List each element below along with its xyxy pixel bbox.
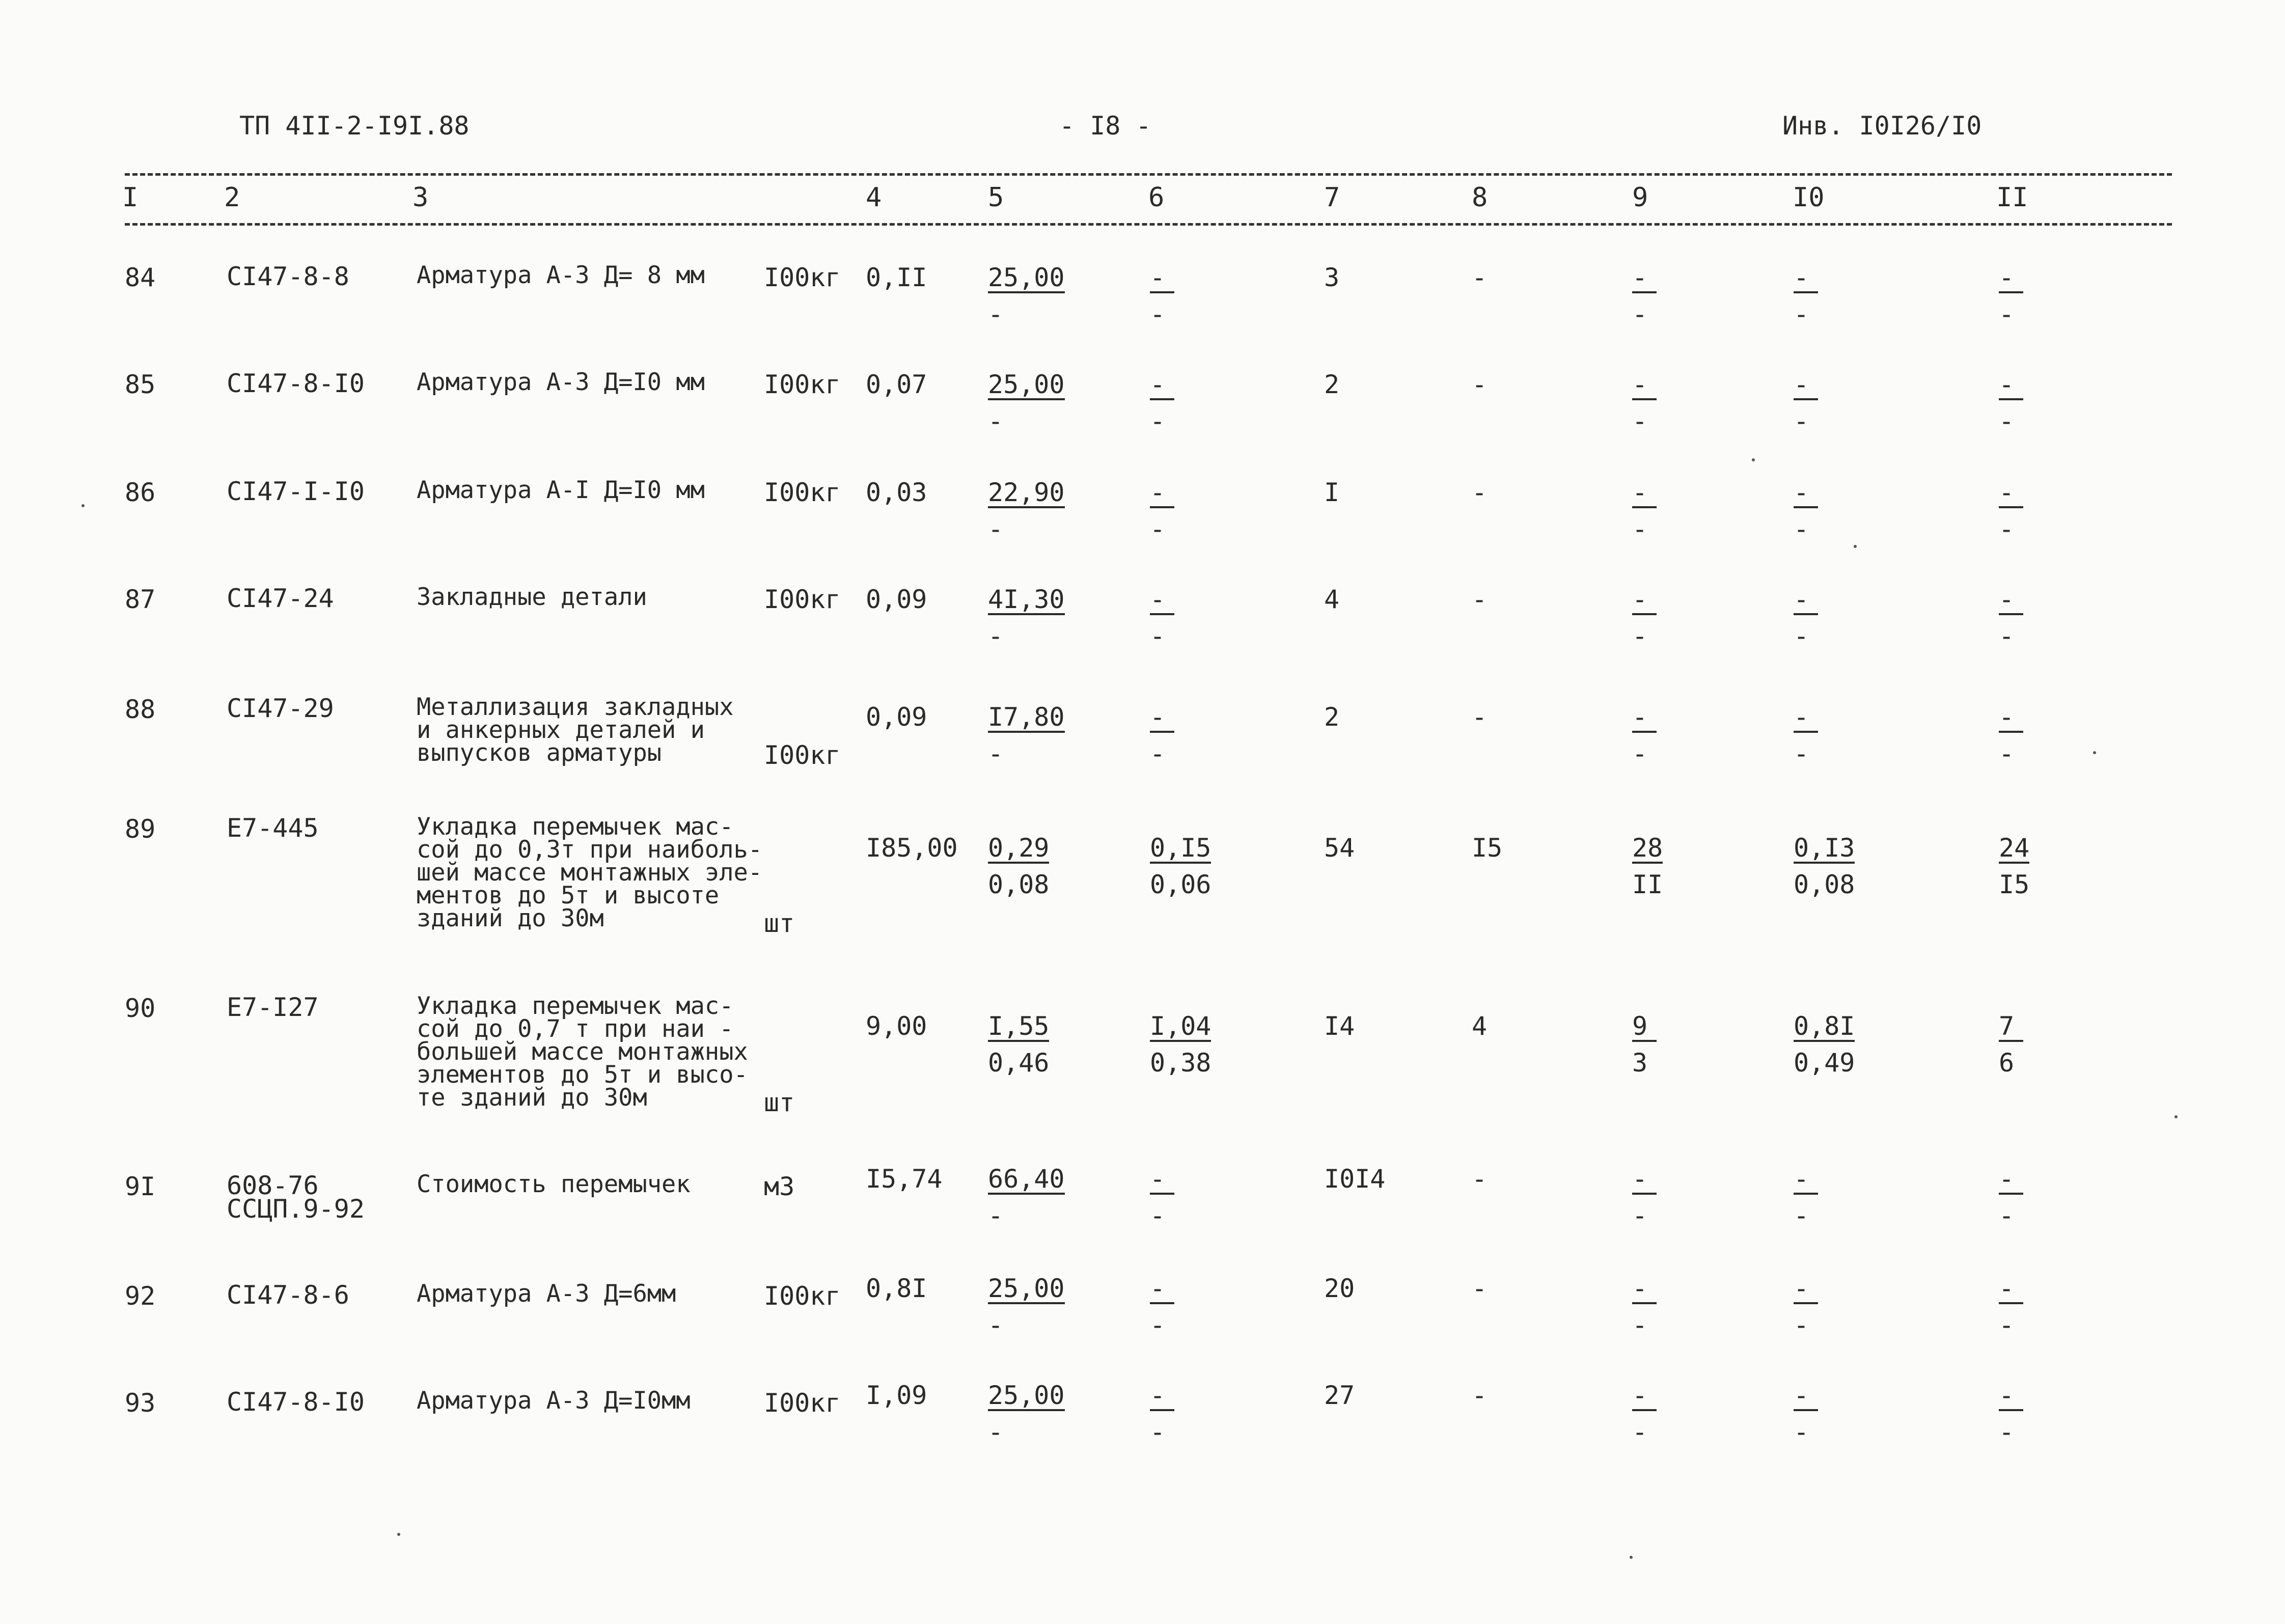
col5-value-numerator: 25,00 — [988, 370, 1065, 399]
unit: I00кг — [764, 1281, 841, 1311]
col10-value — [1794, 265, 1818, 327]
col10-value — [1794, 1276, 1818, 1338]
column-header: 5 — [988, 182, 1004, 213]
col10-value-denominator: - — [1794, 299, 1809, 329]
column-header: 9 — [1632, 182, 1648, 213]
col7-value: 27 — [1324, 1381, 1355, 1410]
col5-value-numerator: 4I,30 — [988, 585, 1065, 614]
column-header: I — [122, 182, 139, 213]
row-number: 90 — [125, 994, 156, 1023]
col6-value-denominator: - — [1150, 1201, 1166, 1230]
col5-value-denominator: 0,46 — [988, 1048, 1050, 1078]
col11-value-numerator: - — [1999, 372, 2023, 400]
col9-value-denominator: - — [1632, 739, 1648, 768]
col9-value-denominator: - — [1632, 514, 1648, 544]
col9-value-denominator: - — [1632, 1417, 1648, 1447]
col11-value-denominator: - — [1999, 739, 2015, 768]
work-description: Арматура А-I Д=I0 мм — [417, 476, 705, 504]
column-header: II — [1996, 182, 2028, 213]
col5-value-numerator: 22,90 — [988, 478, 1065, 507]
col10-value — [1794, 1166, 1818, 1228]
col5-value-denominator: - — [988, 621, 1004, 651]
col7-value: 4 — [1324, 585, 1340, 614]
resource-code: E7-I27 — [227, 993, 319, 1022]
page-number: - I8 - — [1059, 111, 1151, 141]
row-number: 89 — [125, 814, 156, 844]
col6-value-numerator: - — [1150, 1166, 1174, 1195]
work-description: Стоимость перемычек — [417, 1170, 691, 1198]
row-number: 93 — [125, 1388, 156, 1418]
col9-value — [1632, 265, 1657, 327]
col5-value-numerator: 0,29 — [988, 833, 1050, 863]
col10-value — [1794, 372, 1818, 434]
work-description: Закладные детали — [417, 583, 647, 611]
col10-value — [1794, 480, 1818, 542]
unit: шт — [764, 1088, 795, 1117]
column-header: I0 — [1793, 182, 1825, 213]
col6-value-numerator: - — [1150, 265, 1174, 293]
scan-speck — [2174, 1115, 2178, 1118]
col6-value-numerator: - — [1150, 704, 1174, 733]
col10-value-numerator: - — [1794, 704, 1818, 733]
col5-value-denominator: - — [988, 1201, 1004, 1230]
work-description: Арматура А-3 Д= 8 мм — [417, 261, 705, 289]
col6-value — [1150, 1383, 1174, 1445]
col5-value-denominator: - — [988, 514, 1004, 544]
col10-value — [1794, 587, 1818, 649]
col8-value: - — [1472, 263, 1488, 292]
col6-value-denominator: - — [1150, 1417, 1166, 1447]
quantity: 0,8I — [866, 1274, 927, 1303]
col9-value-numerator: - — [1632, 1383, 1657, 1411]
col9-value-denominator: - — [1632, 406, 1648, 436]
col9-value-denominator: II — [1632, 870, 1663, 899]
col9-value-numerator: - — [1632, 704, 1657, 733]
col5-value — [988, 1166, 1065, 1228]
col9-value-numerator: 28 — [1632, 833, 1663, 863]
col6-value-numerator: - — [1150, 480, 1174, 508]
work-description: Арматура А-3 Д=I0 мм — [417, 368, 705, 396]
resource-code: CI47-8-I0 — [227, 369, 365, 398]
col9-value-denominator: - — [1632, 1310, 1648, 1340]
col9-value — [1632, 587, 1657, 649]
column-header: 7 — [1324, 182, 1340, 213]
col5-value-denominator: - — [988, 406, 1004, 436]
col6-value — [1150, 265, 1174, 327]
col9-value-denominator: 3 — [1632, 1048, 1648, 1078]
col6-value-numerator: - — [1150, 587, 1174, 615]
col11-value-denominator: - — [1999, 299, 2015, 329]
col11-value-numerator: - — [1999, 587, 2023, 615]
col6-value-numerator: 0,I5 — [1150, 833, 1212, 863]
work-description: Арматура А-3 Д=I0мм — [417, 1387, 691, 1415]
col11-value-denominator: - — [1999, 1201, 2015, 1230]
col11-value — [1999, 265, 2023, 327]
col8-value: - — [1472, 585, 1488, 614]
resource-code: CI47-29 — [227, 694, 334, 723]
column-header: 4 — [866, 182, 882, 213]
col10-value — [1794, 704, 1818, 766]
resource-code: CI47-8-8 — [227, 262, 349, 291]
col7-value: 2 — [1324, 702, 1340, 732]
col10-value-denominator: - — [1794, 1417, 1809, 1447]
col5-value — [988, 587, 1065, 649]
col8-value: - — [1472, 1274, 1488, 1303]
col5-value — [988, 372, 1065, 434]
col9-value-numerator: - — [1632, 1276, 1657, 1304]
col7-value: 20 — [1324, 1274, 1355, 1303]
col11-value-numerator: - — [1999, 480, 2023, 508]
col5-value — [988, 265, 1065, 327]
col10-value-numerator: - — [1794, 587, 1818, 615]
col11-value — [1999, 835, 2029, 897]
unit: I00кг — [764, 263, 841, 292]
col10-value-denominator: - — [1794, 1310, 1809, 1340]
col10-value-denominator: - — [1794, 1201, 1809, 1230]
col11-value-numerator: - — [1999, 704, 2023, 733]
col6-value-denominator: - — [1150, 739, 1166, 768]
col9-value — [1632, 480, 1657, 542]
row-number: 84 — [125, 263, 156, 292]
col9-value — [1632, 704, 1657, 766]
col10-value-numerator: - — [1794, 480, 1818, 508]
unit: I00кг — [764, 478, 841, 507]
col10-value — [1794, 1013, 1855, 1076]
col11-value — [1999, 1013, 2023, 1076]
col9-value-numerator: - — [1632, 265, 1657, 293]
col5-value-numerator: 25,00 — [988, 1274, 1065, 1303]
col5-value-numerator: 66,40 — [988, 1164, 1065, 1194]
col9-value-denominator: - — [1632, 1201, 1648, 1230]
col11-value-numerator: - — [1999, 265, 2023, 293]
col6-value — [1150, 480, 1174, 542]
col11-value — [1999, 372, 2023, 434]
unit: I00кг — [764, 585, 841, 614]
quantity: 9,00 — [866, 1011, 927, 1041]
scan-speck — [81, 504, 85, 507]
col11-value — [1999, 1276, 2023, 1338]
col8-value: 4 — [1472, 1011, 1488, 1041]
col11-value-numerator: 24 — [1999, 833, 2030, 863]
col10-value-denominator: - — [1794, 514, 1809, 544]
quantity: 0,03 — [866, 478, 927, 507]
column-header: 2 — [224, 182, 240, 213]
col10-value-denominator: - — [1794, 621, 1809, 651]
col9-value-numerator: - — [1632, 372, 1657, 400]
col6-value-denominator: - — [1150, 299, 1166, 329]
row-number: 88 — [125, 695, 156, 724]
quantity: 0,07 — [866, 370, 927, 399]
col8-value: - — [1472, 702, 1488, 732]
col5-value-denominator: - — [988, 739, 1004, 768]
col6-value-numerator: - — [1150, 1383, 1174, 1411]
col6-value — [1150, 1013, 1211, 1076]
col10-value-numerator: - — [1794, 372, 1818, 400]
col9-value — [1632, 1383, 1657, 1445]
col7-value: 3 — [1324, 263, 1340, 292]
col6-value-denominator: 0,38 — [1150, 1048, 1212, 1078]
column-header: 8 — [1472, 182, 1488, 213]
scan-speck — [397, 1533, 400, 1536]
column-header: 3 — [412, 182, 429, 213]
col6-value — [1150, 1166, 1174, 1228]
col9-value-numerator: - — [1632, 480, 1657, 508]
quantity: I85,00 — [866, 833, 958, 863]
col5-value-denominator: 0,08 — [988, 870, 1050, 899]
col7-value: I — [1324, 478, 1340, 507]
row-number: 86 — [125, 478, 156, 507]
quantity: 0,II — [866, 263, 927, 292]
col10-value-denominator: 0,08 — [1794, 870, 1855, 899]
col8-value: - — [1472, 478, 1488, 507]
row-number: 9I — [125, 1172, 156, 1201]
col6-value-numerator: I,04 — [1150, 1011, 1212, 1041]
col6-value-numerator: - — [1150, 1276, 1174, 1304]
work-description: Укладка перемычек мас- сой до 0,3т при наиболь- шей массе монтажных эле- ментов до 5т и высоте зданий до 30м — [417, 813, 763, 932]
col8-value: I5 — [1472, 833, 1503, 863]
col6-value — [1150, 704, 1174, 766]
unit: шт — [764, 909, 795, 938]
col10-value-numerator: 0,8I — [1794, 1011, 1855, 1041]
quantity: I,09 — [866, 1381, 927, 1410]
col11-value-denominator: - — [1999, 1417, 2015, 1447]
scan-speck — [1854, 545, 1857, 548]
col11-value-denominator: - — [1999, 406, 2015, 436]
row-number: 87 — [125, 585, 156, 614]
unit: I00кг — [764, 1388, 841, 1418]
scan-speck — [2093, 751, 2096, 754]
unit: м3 — [764, 1172, 795, 1201]
resource-code: CI47-8-6 — [227, 1280, 349, 1310]
col6-value-denominator: - — [1150, 1310, 1166, 1340]
col6-value — [1150, 1276, 1174, 1338]
col6-value-denominator: - — [1150, 514, 1166, 544]
col5-value-denominator: - — [988, 1310, 1004, 1340]
col11-value-numerator: - — [1999, 1276, 2023, 1304]
col9-value-numerator: 9 — [1632, 1013, 1657, 1042]
row-number: 85 — [125, 370, 156, 399]
col11-value-numerator: 7 — [1999, 1013, 2023, 1042]
quantity: 0,09 — [866, 585, 927, 614]
col10-value-numerator: 0,I3 — [1794, 833, 1855, 863]
work-description: Металлизация закладных и анкерных деталей и выпусков арматуры — [417, 693, 734, 767]
resource-code: CI47-I-I0 — [227, 477, 365, 506]
col10-value-denominator: - — [1794, 406, 1809, 436]
col7-value: 54 — [1324, 833, 1355, 863]
scan-speck — [1752, 458, 1755, 461]
col7-value: 2 — [1324, 370, 1340, 399]
quantity: I5,74 — [866, 1164, 943, 1194]
work-description: Укладка перемычек мас- сой до 0,7 т при наи - большей массе монтажных элементов до 5т и высо- те зданий до 30м — [417, 992, 748, 1112]
col6-value-denominator: - — [1150, 406, 1166, 436]
col8-value: - — [1472, 370, 1488, 399]
col5-value — [988, 704, 1065, 766]
col10-value-denominator: - — [1794, 739, 1809, 768]
col11-value-denominator: - — [1999, 514, 2015, 544]
col6-value — [1150, 372, 1174, 434]
col8-value: - — [1472, 1381, 1488, 1410]
col5-value-numerator: I7,80 — [988, 702, 1065, 732]
col11-value — [1999, 704, 2023, 766]
col5-value — [988, 480, 1065, 542]
resource-code: 608-76 ССЦП.9-92 — [227, 1171, 365, 1224]
col10-value-numerator: - — [1794, 1276, 1818, 1304]
col9-value — [1632, 1276, 1657, 1338]
quantity: 0,09 — [866, 702, 927, 732]
col5-value-denominator: - — [988, 1417, 1004, 1447]
col5-value — [988, 1383, 1065, 1445]
col6-value-denominator: 0,06 — [1150, 870, 1212, 899]
inventory-number: Инв. I0I26/I0 — [1782, 111, 1982, 141]
col11-value — [1999, 480, 2023, 542]
column-header: 6 — [1148, 182, 1165, 213]
col10-value-numerator: - — [1794, 1166, 1818, 1195]
unit: I00кг — [764, 740, 841, 770]
col11-value-denominator: 6 — [1999, 1048, 2015, 1078]
col11-value — [1999, 587, 2023, 649]
col9-value — [1632, 372, 1657, 434]
col5-value — [988, 835, 1049, 897]
header-rule-bottom — [125, 223, 2172, 226]
work-description: Арматура А-3 Д=6мм — [417, 1280, 676, 1308]
col6-value-denominator: - — [1150, 621, 1166, 651]
col11-value-numerator: - — [1999, 1166, 2023, 1195]
col9-value-denominator: - — [1632, 621, 1648, 651]
col11-value-denominator: I5 — [1999, 870, 2030, 899]
col11-value-numerator: - — [1999, 1383, 2023, 1411]
col5-value-numerator: 25,00 — [988, 263, 1065, 292]
col9-value-numerator: - — [1632, 587, 1657, 615]
col11-value-denominator: - — [1999, 621, 2015, 651]
col7-value: I0I4 — [1324, 1164, 1386, 1194]
col11-value-denominator: - — [1999, 1310, 2015, 1340]
col5-value — [988, 1276, 1065, 1338]
row-number: 92 — [125, 1281, 156, 1311]
col10-value-denominator: 0,49 — [1794, 1048, 1855, 1078]
col5-value-denominator: - — [988, 299, 1004, 329]
col9-value — [1632, 1013, 1657, 1076]
col9-value-denominator: - — [1632, 299, 1648, 329]
unit: I00кг — [764, 370, 841, 399]
col7-value: I4 — [1324, 1011, 1355, 1041]
col10-value — [1794, 1383, 1818, 1445]
col5-value-numerator: 25,00 — [988, 1381, 1065, 1410]
resource-code: E7-445 — [227, 813, 319, 843]
resource-code: CI47-8-I0 — [227, 1387, 365, 1417]
col9-value — [1632, 835, 1663, 897]
col6-value — [1150, 835, 1211, 897]
col11-value — [1999, 1383, 2023, 1445]
col6-value-numerator: - — [1150, 372, 1174, 400]
resource-code: CI47-24 — [227, 584, 334, 613]
col10-value-numerator: - — [1794, 265, 1818, 293]
col8-value: - — [1472, 1164, 1488, 1194]
col6-value — [1150, 587, 1174, 649]
col10-value — [1794, 835, 1855, 897]
col9-value — [1632, 1166, 1657, 1228]
col11-value — [1999, 1166, 2023, 1228]
col5-value — [988, 1013, 1049, 1076]
col9-value-numerator: - — [1632, 1166, 1657, 1195]
header-rule-top — [125, 173, 2172, 176]
scan-speck — [1630, 1556, 1633, 1559]
col10-value-numerator: - — [1794, 1383, 1818, 1411]
document-code: ТП 4II-2-I9I.88 — [239, 111, 470, 141]
col5-value-numerator: I,55 — [988, 1011, 1050, 1041]
